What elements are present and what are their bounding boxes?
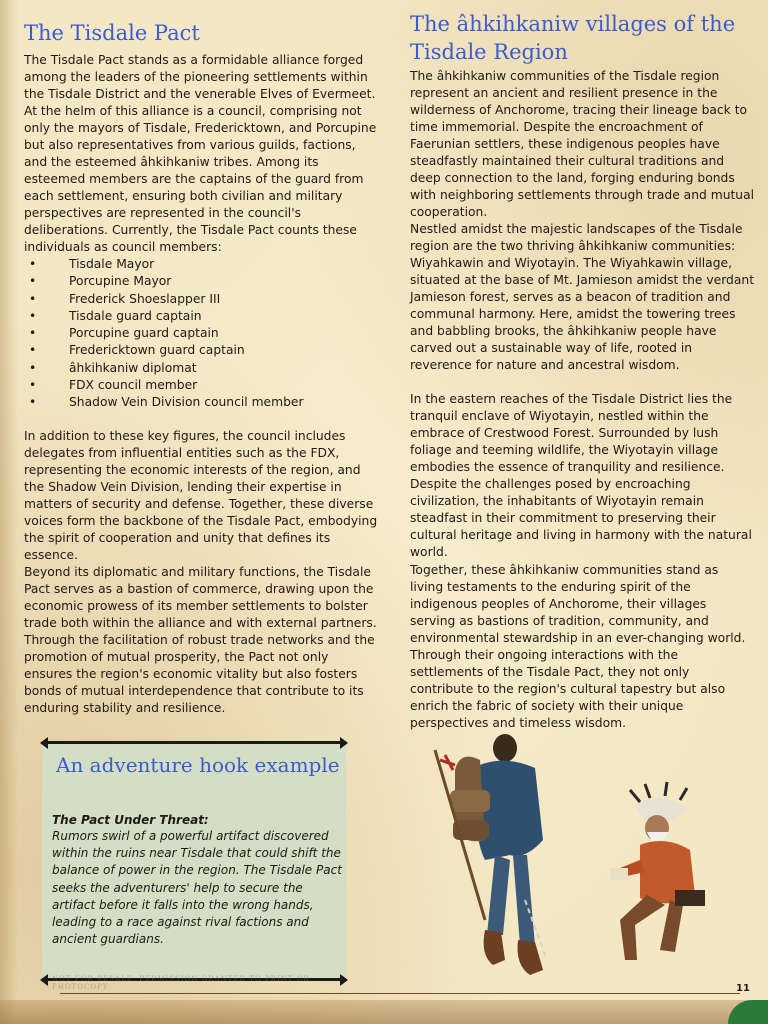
bullet-icon: • bbox=[29, 395, 37, 410]
villages-paragraph-wiyahkawin: Nestled amidst the majestic landscapes of the Tisdale region are the two thriving âhkihkaniw communities: Wiyahkawin and Wiyotayin. The Wiyahkawin village, situated at the base of Mt. Jamieson amidst the verdant Jamieson forest, serves as a beacon of tradition and communal harmony. Here, amidst the towering trees and babbling brooks, the âhkihkaniw people have carved out a sustainable way of life, rooted in reverence for nature and ancestral wisdom. bbox=[410, 222, 755, 372]
tisdale-pact-paragraph-commerce: Beyond its diplomatic and military functions, the Tisdale Pact serves as a bastion of commerce, drawing upon the economic prowess of its member settlements to bolster trade both within the alliance and with external partners. Through the facilitation of robust trade networks and the promotion of mutual prosperity, the Pact not only ensures the region's economic vitality but also fosters bonds of mutual interdependence that contribute to its enduring stability and resilience. bbox=[24, 565, 377, 715]
bullet-icon: • bbox=[29, 360, 37, 375]
list-item: • Frederick Shoeslapper III bbox=[24, 291, 380, 308]
adventure-hook-subtitle: The Pact Under Threat: bbox=[52, 813, 209, 827]
villages-paragraph-intro: The âhkihkaniw communities of the Tisdale region represent an ancient and resilient presence in the wilderness of Anchorome, tracing their lineage back to time immemorial. Despite the encroachment of Faerunian settlers, these indigenous peoples have steadfastly maintained their cultural traditions and deep connection to the land, forging enduring bonds with neighboring settlements through trade and mutual cooperation. bbox=[410, 69, 755, 219]
tisdale-pact-paragraph-delegates: In addition to these key figures, the council includes delegates from influential entities such as the FDX, representing the economic interests of the region, and the Shadow Vein Division, lending their expertise in matters of security and defense. Together, these diverse voices form the backbone of the Tisdale Pact, embodying the spirit of cooperation and unity that defines its essence. bbox=[24, 429, 378, 562]
box-corner-ornament bbox=[40, 974, 48, 986]
traveler-figure-icon bbox=[435, 734, 545, 975]
list-item: • FDX council member bbox=[24, 377, 380, 394]
adventure-hook-body: Rumors swirl of a powerful artifact discovered within the ruins near Tisdale that could shift the balance of power in the region. The Tisdale Pact seeks the adventurers' help to secure the artifact before it falls into the wrong hands, leading to a race against rival factions and ancient guardians. bbox=[52, 829, 342, 947]
bullet-icon: • bbox=[29, 257, 37, 271]
bullet-icon: • bbox=[29, 326, 37, 341]
bullet-icon: • bbox=[29, 343, 37, 358]
section-title-tisdale-pact: The Tisdale Pact bbox=[24, 21, 200, 45]
list-item: • Porcupine Mayor bbox=[24, 273, 380, 290]
bullet-icon: • bbox=[29, 308, 37, 323]
section-title-villages: The âhkihkaniw villages of the Tisdale Region bbox=[410, 12, 736, 64]
watermark-text: NOT FOR RESALE. PERMISSION GRANTED TO PRINT OR PHOTOCOPY bbox=[52, 975, 310, 991]
seated-elder-figure-icon bbox=[610, 782, 705, 960]
adventure-hook-title: An adventure hook example bbox=[56, 753, 340, 777]
bullet-icon: • bbox=[29, 274, 37, 289]
council-members-list bbox=[24, 256, 380, 412]
tisdale-pact-intro: The Tisdale Pact stands as a formidable alliance forged among the leaders of the pioneering settlements within the Tisdale District and the venerable Elves of Evermeet. At the helm of this alliance is a council, comprising not only the mayors of Tisdale, Fredericktown, and Porcupine but also representatives from various guilds, factions, and the esteemed âhkihkaniw tribes. Among its esteemed members are the captains of the guard from each settlement, ensuring both civilian and military perspectives are represented in the council's deliberations. Currently, the Tisdale Pact counts these individuals as council members: bbox=[24, 53, 377, 254]
page-edge-shading bbox=[0, 0, 18, 1024]
list-item: • Tisdale Mayor bbox=[24, 256, 380, 273]
list-item: • âhkihkaniw diplomat bbox=[24, 360, 380, 377]
list-item: • Fredericktown guard captain bbox=[24, 342, 380, 359]
adventure-hook-box bbox=[42, 741, 346, 991]
footer-bar bbox=[0, 1000, 768, 1024]
bullet-icon: • bbox=[29, 291, 37, 306]
page-number: 11 bbox=[736, 983, 750, 994]
footer-divider bbox=[60, 993, 740, 994]
list-item: • Shadow Vein Division council member bbox=[24, 394, 380, 411]
villages-paragraph-together: Together, these âhkihkaniw communities stand as living testaments to the enduring spirit of the indigenous peoples of Anchorome, their villages serving as bastions of tradition, community, and environmental stewardship in an ever-changing world. Through their ongoing interactions with the settlements of the Tisdale Pact, they not only contribute to the region's cultural tapestry but also enrich the fabric of society with their unique perspectives and timeless wisdom. bbox=[410, 563, 746, 730]
list-item: • Porcupine guard captain bbox=[24, 325, 380, 342]
villages-paragraph-wiyotayin: In the eastern reaches of the Tisdale District lies the tranquil enclave of Wiyotayin, nestled within the embrace of Crestwood Forest. Surrounded by lush foliage and teeming wildlife, the Wiyotayin village embodies the essence of tranquility and resilience. Despite the challenges posed by encroaching civilization, the inhabitants of Wiyotayin remain steadfast in their commitment to preserving their cultural heritage and living in harmony with the natural world. bbox=[410, 392, 752, 559]
character-illustration bbox=[425, 720, 735, 990]
list-item: • Tisdale guard captain bbox=[24, 308, 380, 325]
bullet-icon: • bbox=[29, 378, 37, 393]
